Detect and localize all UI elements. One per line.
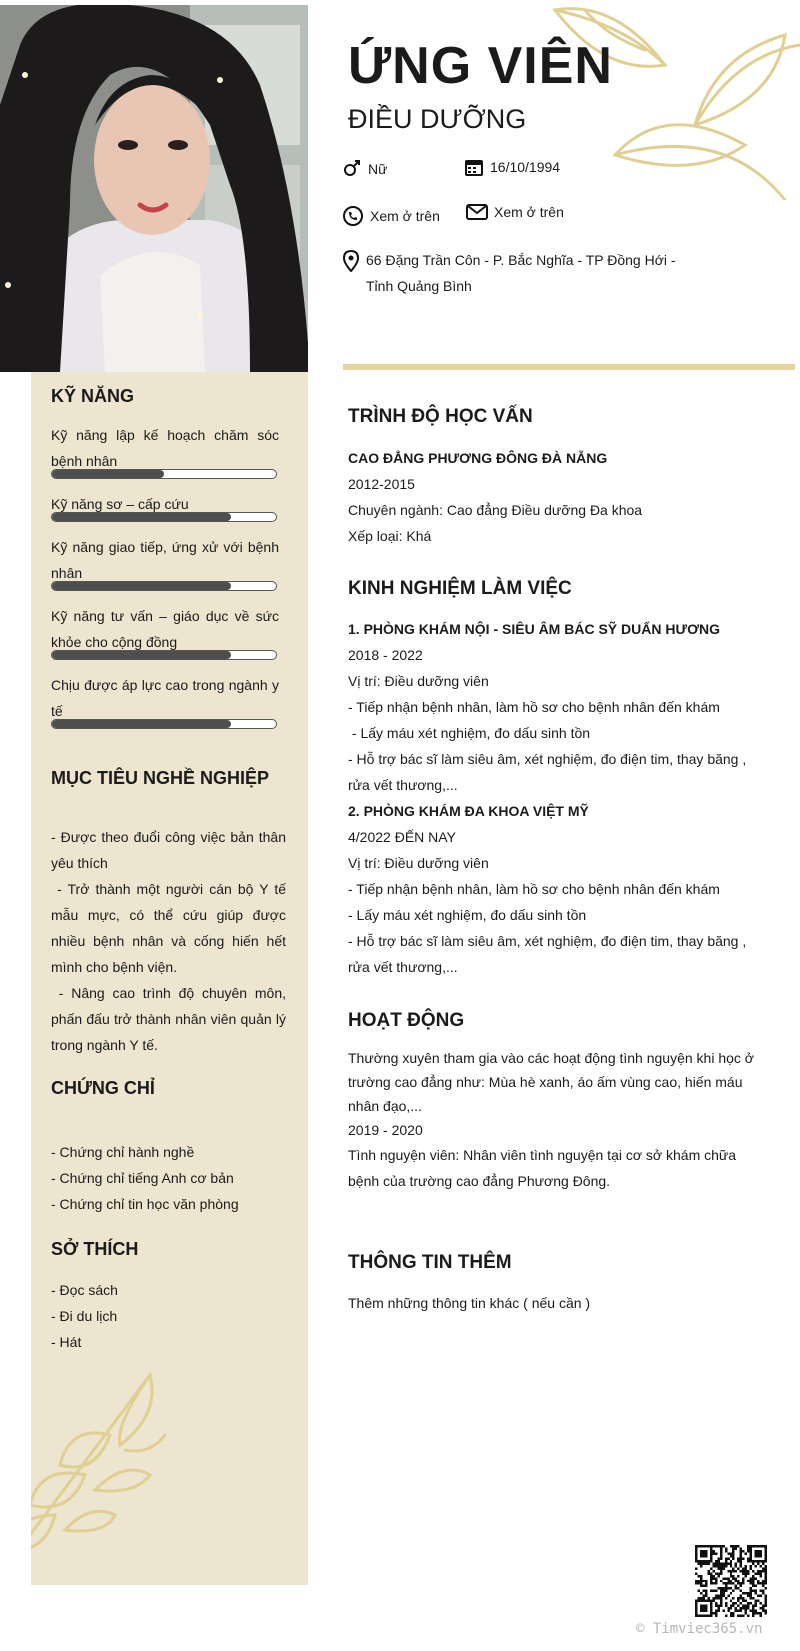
objective-line: - Nâng cao trình độ chuyên môn, phấn đấu trở thành nhân viên quản lý trong ngành Y tế. (51, 985, 290, 1053)
job-title: ĐIỀU DƯỠNG (348, 104, 527, 134)
address-info (342, 250, 706, 299)
experience-title: KINH NGHIỆM LÀM VIỆC (348, 578, 572, 599)
hobbies-title: SỞ THÍCH (51, 1239, 139, 1259)
activity-description: Thường xuyên tham gia vào các hoạt động tình nguyện khi học ở trường cao đẳng như: Mùa hè xanh, áo ấm vùng cao, hiến máu nhân đạo,... (348, 1050, 754, 1114)
phone-value: Xem ở trên (370, 208, 440, 224)
skill-label: Kỹ năng giao tiếp, ứng xử với bệnh nhân (51, 539, 279, 581)
job-task: - Tiếp nhận bệnh nhân, làm hồ sơ cho bệnh nhân đến khám (348, 699, 720, 715)
education-period: 2012-2015 (348, 476, 415, 492)
education-major: Chuyên ngành: Cao đẳng Điều dưỡng Đa khoa (348, 502, 643, 518)
objective-text (51, 824, 290, 1058)
job-period: 4/2022 ĐẾN NAY (348, 829, 456, 845)
skill-bar-fill (52, 513, 231, 521)
email-info (466, 203, 564, 221)
education-grade: Xếp loại: Khá (348, 528, 432, 544)
activities-title: HOẠT ĐỘNG (348, 1010, 465, 1031)
sidebar-leaf-decoration (31, 1355, 190, 1585)
additional-title: THÔNG TIN THÊM (348, 1252, 512, 1273)
job-company: 2. PHÒNG KHÁM ĐA KHOA VIỆT MỸ (348, 803, 589, 819)
job-task: - Lấy máu xét nghiệm, đo dấu sinh tồn (348, 725, 591, 741)
skill-label: Kỹ năng sơ – cấp cứu (51, 496, 189, 512)
job-position: Vị trí: Điều dưỡng viên (348, 673, 489, 689)
activity-period: 2019 - 2020 (348, 1122, 423, 1138)
additional-text: Thêm những thông tin khác ( nếu cần ) (348, 1295, 591, 1311)
skill-bar (51, 719, 277, 729)
certificates-list (51, 1139, 239, 1217)
phone-info (342, 205, 440, 227)
objective-line: - Được theo đuổi công việc bản thân yêu thích (51, 829, 286, 871)
job-task: - Tiếp nhận bệnh nhân, làm hồ sơ cho bệnh nhân đến khám (348, 881, 720, 897)
list-item: - Chứng chỉ tin học văn phòng (51, 1196, 239, 1212)
hobbies-list (51, 1277, 118, 1355)
sidebar (31, 372, 308, 1585)
birthday-info (464, 157, 560, 177)
list-item: - Chứng chỉ hành nghề (51, 1144, 195, 1160)
skill-bar-fill (52, 470, 164, 478)
birthday-value: 16/10/1994 (490, 159, 561, 175)
certificates-title: CHỨNG CHỈ (51, 1078, 155, 1098)
list-item: - Chứng chỉ tiếng Anh cơ bản (51, 1170, 234, 1186)
skill-bar (51, 512, 277, 522)
skill-bar (51, 581, 277, 591)
qr-code (695, 1545, 767, 1617)
skill-bar-fill (52, 720, 231, 728)
job-task: - Hỗ trợ bác sĩ làm siêu âm, xét nghiệm, đo điện tim, thay băng , rửa vết thương,... (348, 751, 747, 793)
skill-bar (51, 650, 277, 660)
candidate-name: ỨNG VIÊN (348, 37, 613, 95)
skill-bar-fill (52, 582, 231, 590)
leaf-decoration (545, 5, 800, 200)
skill-label: Kỹ năng tư vấn – giáo dục về sức khỏe cho cộng đồng (51, 608, 279, 650)
skill-bar-fill (52, 651, 231, 659)
email-icon (466, 203, 488, 221)
job-task: - Hỗ trợ bác sĩ làm siêu âm, xét nghiệm, đo điện tim, thay băng , rửa vết thương,... (348, 933, 747, 975)
skill-label: Chịu được áp lực cao trong ngành y tế (51, 677, 279, 719)
calendar-icon (464, 157, 484, 177)
header-divider (343, 364, 795, 370)
list-item: - Đi du lịch (51, 1308, 118, 1324)
job-period: 2018 - 2022 (348, 647, 423, 663)
watermark: © Timviec365.vn (636, 1621, 763, 1637)
objective-title: MỤC TIÊU NGHỀ NGHIỆP (51, 768, 270, 788)
activities-block (348, 1046, 768, 1194)
activity-role: Tình nguyện viên: Nhân viên tình nguyện tại cơ sở khám chữa bệnh của trường cao đẳng Phương Đông. (348, 1147, 737, 1189)
education-title: TRÌNH ĐỘ HỌC VẤN (348, 406, 533, 427)
job-company: 1. PHÒNG KHÁM NỘI - SIÊU ÂM BÁC SỸ DUẨN HƯƠNG (348, 621, 721, 637)
profile-photo (0, 5, 308, 372)
list-item: - Hát (51, 1334, 82, 1350)
phone-icon (342, 205, 364, 227)
skills-title: KỸ NĂNG (51, 386, 135, 406)
gender-value: Nữ (368, 161, 388, 177)
experience-block (348, 616, 768, 980)
skill-label: Kỹ năng lập kế hoạch chăm sóc bệnh nhân (51, 427, 279, 469)
job-position: Vị trí: Điều dưỡng viên (348, 855, 489, 871)
location-pin-icon (342, 250, 360, 272)
address-value: 66 Đặng Trần Côn - P. Bắc Nghĩa - TP Đồng Hới - Tỉnh Quảng Bình (366, 252, 676, 294)
gender-info (342, 159, 387, 179)
email-value: Xem ở trên (494, 204, 564, 220)
skill-bar (51, 469, 277, 479)
list-item: - Đọc sách (51, 1282, 118, 1298)
objective-line: - Trở thành một người cán bộ Y tế mẫu mực, có thể cứu giúp được nhiều bệnh nhân và cống hiến hết mình cho bệnh viện. (51, 881, 290, 975)
gender-icon (342, 159, 362, 179)
school-name: CAO ĐẲNG PHƯƠNG ĐÔNG ĐÀ NẴNG (348, 450, 608, 466)
job-task: - Lấy máu xét nghiệm, đo dấu sinh tồn (348, 907, 587, 923)
education-block (348, 445, 768, 549)
